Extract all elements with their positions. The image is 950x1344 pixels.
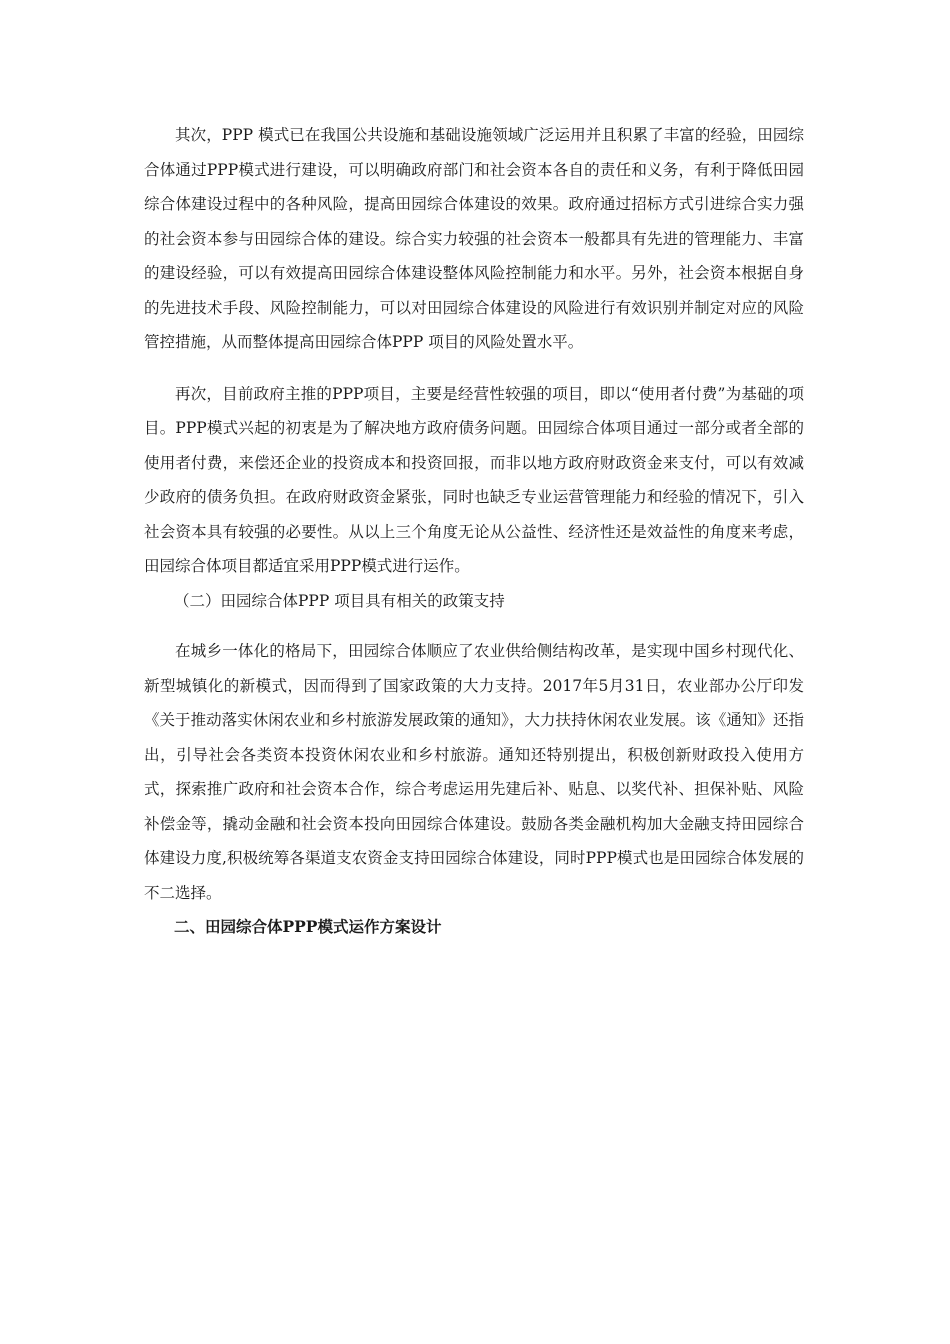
paragraph-policy-support: 在城乡一体化的格局下，田园综合体顺应了农业供给侧结构改革，是实现中国乡村现代化、新型城镇化的新模式，因而得到了国家政策的大力支持。2017年5月31日，农业部办公厅印发《关于推动落实休闲农业和乡村旅游发展政策的通知》，大力扶持休闲农业发展。该《通知》还指出，引导社会各类资本投资休闲农业和乡村旅游。通知还特别提出，积极创新财政投入使用方式，探索推广政府和社会资本合作，综合考虑运用先建后补、贴息、以奖代补、担保补贴、风险补偿金等，撬动金融和社会资本投向田园综合体建设。鼓励各类金融机构加大金融支持田园综合体建设力度,积极统筹各渠道支农资金支持田园综合体建设，同时PPP模式也是田园综合体发展的不二选择。 <box>144 642 804 902</box>
section-subheading: （二）田园综合体PPP 项目具有相关的政策支持 <box>174 591 505 610</box>
paragraph-user-pays: 再次，目前政府主推的PPP项目，主要是经营性较强的项目，即以“使用者付费”为基础的项目。PPP模式兴起的初衷是为了解决地方政府债务问题。田园综合体项目通过一部分或者全部的使用者付费，来偿还企业的投资成本和投资回报，而非以地方政府财政资金来支付，可以有效减少政府的债务负担。在政府财政资金紧张，同时也缺乏专业运营管理能力和经验的情况下，引入社会资本具有较强的必要性。从以上三个角度无论从公益性、经济性还是效益性的角度来考虑，田园综合体项目都适宜采用PPP模式进行运作。 <box>144 384 804 575</box>
document-body <box>144 118 804 945</box>
section-heading: 二、田园综合体PPP模式运作方案设计 <box>174 917 442 936</box>
paragraph-ppp-experience: 其次，PPP 模式已在我国公共设施和基础设施领域广泛运用并且积累了丰富的经验，田园综合体通过PPP模式进行建设，可以明确政府部门和社会资本各自的责任和义务，有利于降低田园综合体建设过程中的各种风险，提高田园综合体建设的效果。政府通过招标方式引进综合实力强的社会资本参与田园综合体的建设。综合实力较强的社会资本一般都具有先进的管理能力、丰富的建设经验，可以有效提高田园综合体建设整体风险控制能力和水平。另外，社会资本根据自身的先进技术手段、风险控制能力，可以对田园综合体建设的风险进行有效识别并制定对应的风险管控措施，从而整体提高田园综合体PPP 项目的风险处置水平。 <box>144 126 804 351</box>
